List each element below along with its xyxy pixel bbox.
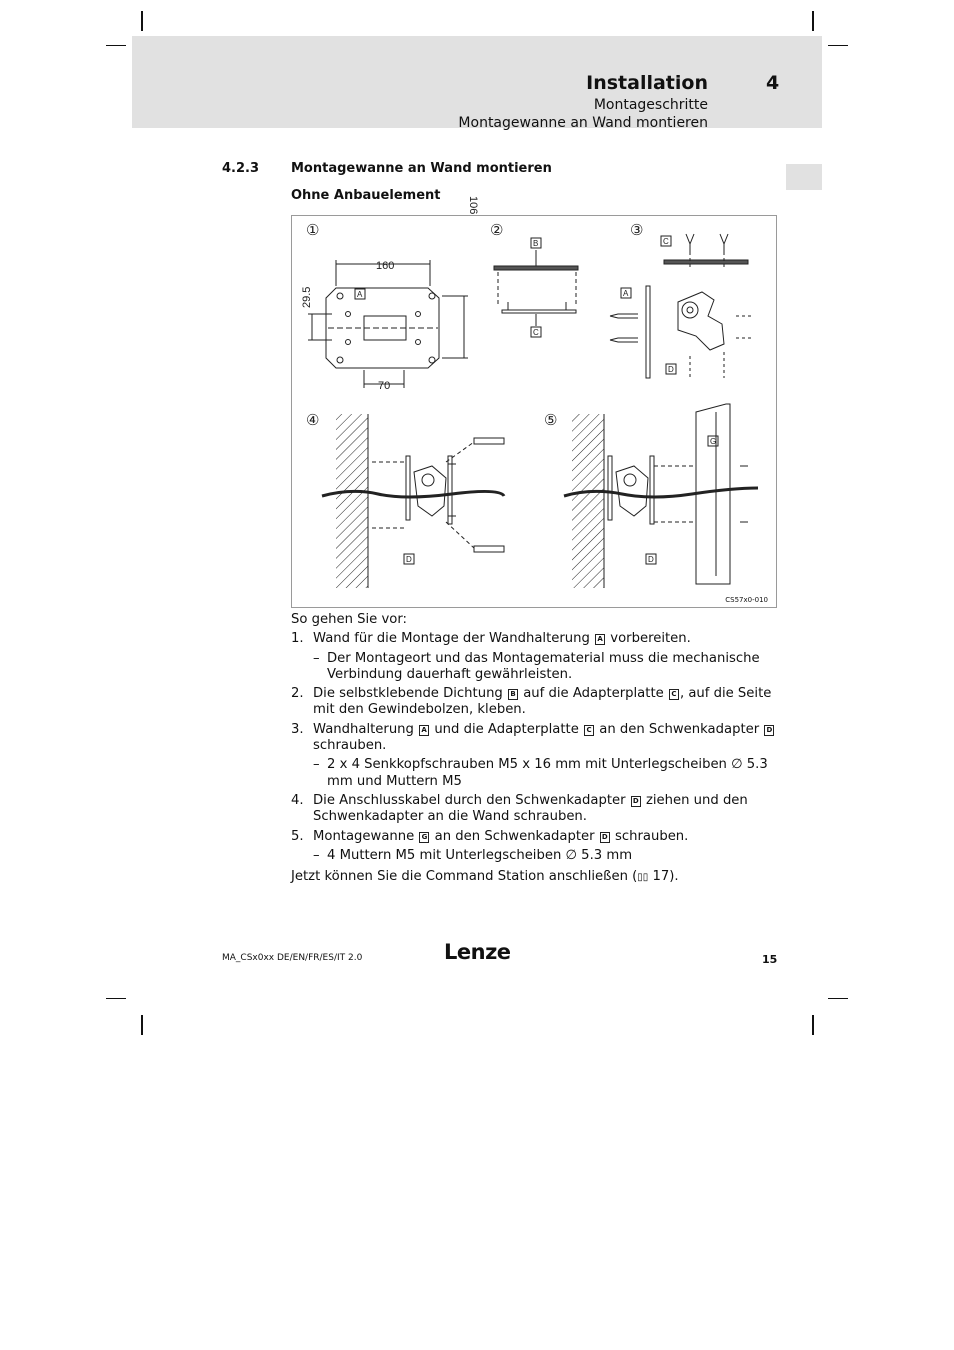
dim-106: 106 — [467, 196, 479, 215]
side-tab — [786, 164, 822, 190]
chapter-number: 4 — [766, 72, 780, 94]
label-d-3: D — [668, 365, 674, 374]
label-b: B — [533, 239, 539, 248]
lenze-logo: Lenze — [444, 940, 511, 964]
header-subtitle-2: Montagewanne an Wand montieren — [458, 115, 708, 131]
label-a: A — [357, 290, 363, 299]
label-g: G — [710, 437, 717, 446]
chapter-title: Installation — [586, 72, 708, 94]
final-text: Jetzt können Sie die Command Station anschließen (▯▯ 17). — [291, 869, 679, 885]
step-5-note: – 4 Muttern M5 mit Unterlegscheiben ∅ 5.3 mm — [313, 847, 633, 863]
mounting-drawing — [292, 196, 778, 609]
crop-mark — [828, 45, 848, 46]
step-marker-3: ③ — [630, 222, 644, 239]
step-5: 5. Montagewanne G an den Schwenkadapter D schrauben. — [291, 828, 689, 844]
dim-70: 70 — [378, 380, 391, 392]
step-4: 4. Die Anschlusskabel durch den Schwenkadapter D ziehen und den Schwenkadapter an die Wand schrauben. — [291, 792, 748, 825]
label-d-5: D — [648, 555, 654, 564]
step-marker-2: ② — [490, 222, 504, 239]
label-d-4: D — [406, 555, 412, 564]
mounting-figure — [291, 196, 777, 608]
crop-mark — [106, 998, 126, 999]
intro-text: So gehen Sie vor: — [291, 612, 407, 627]
page-number: 15 — [762, 953, 778, 966]
dim-29-5: 29.5 — [301, 286, 313, 308]
step-3-note: – 2 x 4 Senkkopfschrauben M5 x 16 mm mit Unterlegscheiben ∅ 5.3 mm und Muttern M5 — [313, 757, 768, 789]
crop-mark — [812, 1015, 814, 1035]
section-title: Montagewanne an Wand montieren — [291, 161, 552, 176]
instructions — [291, 612, 781, 886]
swivel-adapter-exploded-drawing — [610, 234, 754, 378]
step-marker-1: ① — [306, 222, 320, 239]
wall-bracket-drawing — [308, 260, 468, 388]
step-3: 3. Wandhalterung A und die Adapterplatte C an den Schwenkadapter D schrauben. — [291, 722, 781, 755]
wall-mount-drawing — [322, 414, 504, 588]
crop-mark — [828, 998, 848, 999]
step-marker-4: ④ — [306, 412, 320, 429]
header-subtitle-1: Montageschritte — [593, 97, 708, 113]
crop-mark — [141, 11, 143, 31]
book-icon: ▯▯ — [637, 872, 649, 884]
step-marker-5: ⑤ — [544, 412, 558, 429]
dim-160: 160 — [376, 260, 395, 272]
crop-mark — [106, 45, 126, 46]
doc-id: MA_CSx0xx DE/EN/FR/ES/IT 2.0 — [222, 953, 363, 963]
label-a-3: A — [623, 289, 629, 298]
step-1: 1. Wand für die Montage der Wandhalterung A vorbereiten. — [291, 631, 691, 647]
figure-code: CS57x0-010 — [725, 596, 768, 604]
crop-mark — [812, 11, 814, 31]
section-number: 4.2.3 — [222, 161, 260, 176]
label-c: C — [533, 328, 539, 337]
step-1-note: – Der Montageort und das Montagematerial muss die mechanische Verbindung dauerhaft gewährleisten. — [313, 650, 760, 682]
label-c-3: C — [663, 237, 669, 246]
step-2: 2. Die selbstklebende Dichtung B auf die Adapterplatte C , auf die Seite mit den Gewindebolzen, kleben. — [291, 686, 772, 718]
seal-adapter-drawing — [494, 250, 578, 326]
crop-mark — [141, 1015, 143, 1035]
tray-mount-drawing — [564, 404, 758, 588]
subheading: Ohne Anbauelement — [291, 188, 441, 203]
